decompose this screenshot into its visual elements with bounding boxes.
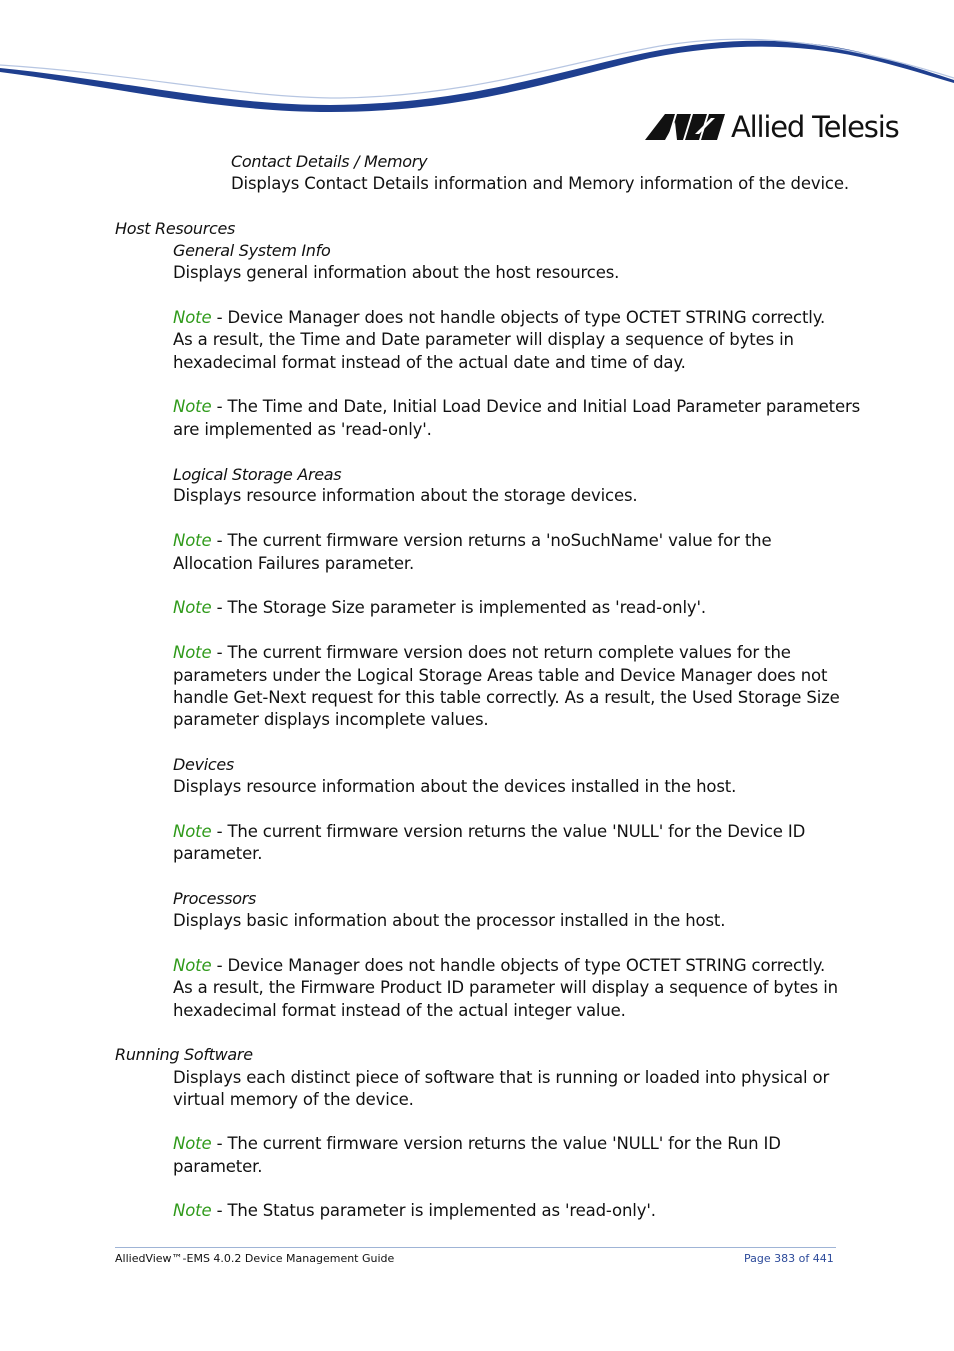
note-label: Note: [173, 531, 212, 550]
note-general-1-line3: hexadecimal format instead of the actual date and time of day.: [173, 353, 686, 372]
text-running-software-line1: Displays each distinct piece of software that is running or loaded into physical or: [173, 1068, 830, 1087]
footer-divider: [115, 1247, 836, 1248]
header-swoosh: [0, 30, 954, 120]
heading-processors: Processors: [173, 889, 257, 908]
note-general-1: [173, 307, 825, 330]
note-general-2-line2: are implemented as 'read-only'.: [173, 420, 432, 439]
note-storage-3-line4: parameter displays incomplete values.: [173, 710, 489, 729]
heading-devices: Devices: [173, 755, 234, 774]
note-label: Note: [173, 397, 212, 416]
note-label: Note: [173, 1134, 212, 1153]
text-logical-storage-areas: Displays resource information about the storage devices.: [173, 486, 638, 505]
note-processors-line3: hexadecimal format instead of the actual integer value.: [173, 1001, 626, 1020]
footer-document-title: AlliedView™-EMS 4.0.2 Device Management Guide: [115, 1252, 395, 1265]
heading-logical-storage-areas: Logical Storage Areas: [173, 465, 342, 484]
note-general-2: [173, 396, 860, 419]
note-text: - The current firmware version returns the value 'NULL' for the Device ID: [211, 822, 806, 841]
note-storage-3-line3: handle Get-Next request for this table correctly. As a result, the Used Storage Size: [173, 688, 840, 707]
allied-telesis-logo-icon: [645, 114, 725, 140]
note-storage-3: [173, 642, 791, 665]
note-running-2: [173, 1200, 656, 1223]
note-text: - The Status parameter is implemented as 'read-only'.: [211, 1201, 656, 1220]
text-processors: Displays basic information about the processor installed in the host.: [173, 911, 726, 930]
heading-general-system-info: General System Info: [173, 241, 331, 260]
note-running-1-line2: parameter.: [173, 1157, 263, 1176]
allied-telesis-logo: [645, 110, 898, 144]
brand-name: Allied Telesis: [731, 110, 899, 144]
note-label: Note: [173, 308, 212, 327]
note-running-1: [173, 1133, 781, 1156]
note-storage-1: [173, 530, 771, 553]
note-storage-1-line2: Allocation Failures parameter.: [173, 554, 415, 573]
note-devices-line2: parameter.: [173, 844, 263, 863]
note-processors: [173, 955, 825, 978]
note-devices: [173, 821, 805, 844]
note-text: - Device Manager does not handle objects of type OCTET STRING correctly.: [211, 308, 826, 327]
note-label: Note: [173, 598, 212, 617]
note-label: Note: [173, 956, 212, 975]
note-text: - The current firmware version does not return complete values for the: [211, 643, 791, 662]
note-label: Note: [173, 822, 212, 841]
note-text: - The Storage Size parameter is implemented as 'read-only'.: [211, 598, 707, 617]
heading-contact-memory: Contact Details / Memory: [231, 152, 428, 171]
footer-page-number: Page 383 of 441: [744, 1252, 834, 1265]
heading-host-resources: Host Resources: [115, 219, 236, 238]
note-storage-3-line2: parameters under the Logical Storage Areas table and Device Manager does not: [173, 666, 828, 685]
note-text: - The current firmware version returns the value 'NULL' for the Run ID: [211, 1134, 781, 1153]
text-contact-memory: Displays Contact Details information and Memory information of the device.: [231, 174, 849, 193]
note-text: - The Time and Date, Initial Load Device and Initial Load Parameter parameters: [211, 397, 861, 416]
note-processors-line2: As a result, the Firmware Product ID parameter will display a sequence of bytes in: [173, 978, 838, 997]
note-general-1-line2: As a result, the Time and Date parameter will display a sequence of bytes in: [173, 330, 794, 349]
note-text: - The current firmware version returns a 'noSuchName' value for the: [211, 531, 772, 550]
text-devices: Displays resource information about the devices installed in the host.: [173, 777, 737, 796]
note-label: Note: [173, 1201, 212, 1220]
text-running-software-line2: virtual memory of the device.: [173, 1090, 414, 1109]
note-label: Note: [173, 643, 212, 662]
text-general-system-info: Displays general information about the host resources.: [173, 263, 620, 282]
note-storage-2: [173, 597, 706, 620]
note-text: - Device Manager does not handle objects of type OCTET STRING correctly.: [211, 956, 826, 975]
heading-running-software: Running Software: [115, 1045, 253, 1064]
